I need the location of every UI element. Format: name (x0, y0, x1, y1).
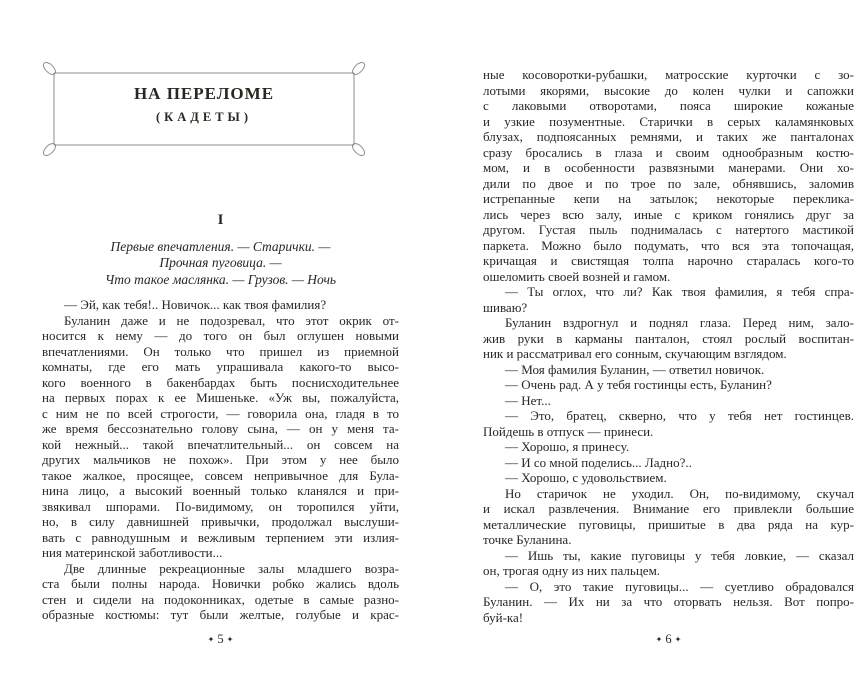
text-line: паркета. Можно было подумать, что вся эта топочащая, (483, 237, 854, 253)
right-page-number: 6 (665, 632, 672, 646)
text-line: — И со мной поделись... Ладно?.. (505, 454, 692, 470)
text-line: лись через всю залу, иные с криком гонялись друг за (483, 206, 854, 222)
text-line: — Это, братец, скверно, что у тебя нет гостинцев. (505, 408, 854, 423)
text-line: Буланин вздрогнул и поднял глаза. Перед ним, зало- (505, 315, 854, 330)
text-line: — Очень рад. А у тебя гостинцы есть, Буланин? (505, 377, 772, 392)
text-line: и искал развлечения. Внимание его привлекли большие (483, 501, 854, 516)
text-line: носится к нему — до того он был оглушен новыми (42, 328, 399, 343)
text-line: других мальчиков не похож». При этом у нее было (42, 452, 399, 467)
text-line: он, трогая одну из них пальцем. (483, 563, 661, 578)
text-line: Что такое маслянка. — Грузов. — Ночь (104, 271, 337, 287)
book-subtitle: (КАДЕТЫ) (156, 110, 252, 124)
text-line: — Хорошо, я принесу. (505, 439, 630, 454)
title-frame (54, 73, 354, 145)
text-line: кой нежный... такой впечатлительный... он совсем на (42, 436, 399, 452)
text-line: блузах, подпоясанных ремнями, и таких же панталонах (483, 129, 854, 144)
page-marker-icon: ✦ (226, 634, 234, 644)
left-page-text (42, 297, 399, 623)
text-line: ошеломить своей возней и гамом. (483, 268, 671, 284)
text-line: кричащая и свистящая толпа нарочно старалась кого-то (483, 253, 854, 268)
text-line: Первые впечатления. — Старички. — (110, 239, 331, 254)
text-line: Но старичок не уходил. Он, по-видимому, скучал (505, 485, 854, 501)
left-page-footer (42, 632, 399, 648)
text-line: — Эй, как тебя!.. Новичок... как твоя фамилия? (64, 297, 327, 312)
text-line: — Моя фамилия Буланин, — ответил новичок. (505, 361, 765, 377)
text-line: другом. Густая пыль поднималась с натертого мастикой (483, 222, 854, 237)
text-line: образные костюмы: тут были желтые, голубые и крас- (42, 607, 399, 622)
text-line: — О, это такие пуговицы... — суетливо обрадовался (505, 578, 854, 594)
text-line: с лаковыми отворотами, пояса широкие кожаные (483, 98, 854, 113)
right-page-footer (483, 632, 854, 648)
text-line: — Хорошо, с удовольствием. (505, 470, 667, 485)
text-line: ник и рассматривал его сонным, скучающим взглядом. (483, 346, 787, 361)
page-marker-icon: ✦ (674, 634, 682, 644)
text-line: дили по двое и по трое по зале, обнявшись, заломив (483, 175, 854, 191)
text-line: Буланин даже и не подозревал, что этот окрик от- (64, 312, 399, 328)
text-line: нина лицо, а высокий военный только кланялся и при- (42, 483, 399, 498)
text-line: же время бессознательно голову сына, — он у меня та- (42, 421, 399, 436)
frame-ornament (38, 57, 370, 161)
text-line: стен и сидели на подоконниках, одетые в самые разно- (42, 591, 399, 607)
text-line: буй-ка! (483, 609, 524, 625)
text-line: комнаты, где его мать упрашивала какого-то высо- (42, 359, 399, 374)
text-line: на первых порах к ее Мишеньке. «Уж вы, пожалуйста, (42, 390, 399, 405)
text-line: ния материнской заботливости... (42, 545, 223, 560)
text-line: впечатлениями. Он только что пришел из приемной (42, 343, 399, 359)
text-line: такое жалкое, просящее, совсем непривычное для Була- (42, 467, 399, 483)
text-line: истрепанные кепи на затылок; некоторые переклика- (483, 191, 854, 206)
text-line: мом, и в особенности развязными манерами. Они хо- (483, 160, 854, 175)
text-line: сразу бросались в глаза и своим однообразным костю- (483, 144, 854, 160)
chapter-subtitle (42, 239, 399, 288)
page-marker-icon: ✦ (207, 634, 215, 644)
text-line: точке Буланина. (483, 532, 572, 547)
left-page-number: 5 (217, 632, 224, 646)
text-line: ста были полны народа. Новички робко жались вдоль (42, 576, 399, 591)
text-line: кого военного в бакенбардах быть поснисходительнее (42, 374, 399, 390)
text-line: Две длинные рекреационные залы младшего возра- (64, 560, 399, 576)
text-line: шиваю? (483, 299, 528, 315)
text-line: Буланин. — Их ни за что оторвать нельзя. Вот попро- (483, 594, 854, 609)
chapter-number: I (217, 212, 224, 228)
text-line: но, в силу давнишней привычки, продолжал выслуши- (42, 514, 399, 529)
text-line: — Ты оглох, что ли? Как твоя фамилия, я тебя спра- (505, 284, 854, 299)
text-line: с ним не по всей строгости, — говорила она, гладя в то (42, 405, 399, 421)
text-line: металлические пуговицы, пришитые в два ряда на кур- (483, 516, 854, 532)
text-line: — Нет... (505, 392, 551, 408)
page-marker-icon: ✦ (655, 634, 663, 644)
text-line: — Ишь ты, какие пуговицы у тебя ловкие, — сказал (505, 547, 854, 563)
text-line: и узкие позументные. Старички в серых каламянковых (483, 113, 854, 129)
text-line: Пойдешь в отпуск — принеси. (483, 423, 654, 439)
book-title: НА ПЕРЕЛОМЕ (133, 84, 275, 103)
text-line: вать с равнодушным и вежливым терпением эти излия- (42, 529, 399, 545)
text-line: жив руки в карманы панталон, стоял рослый воспитан- (483, 330, 854, 346)
right-page-text (483, 67, 854, 625)
text-line: Прочная пуговица. — (159, 255, 282, 271)
text-line: лотыми якорями, высокие до колен чулки и сапожки (483, 82, 854, 98)
text-line: звякивал шпорами. По-видимому, он торопился уйти, (42, 498, 399, 514)
text-line: ные косоворотки-рубашки, матросские курточки с зо- (483, 67, 854, 82)
